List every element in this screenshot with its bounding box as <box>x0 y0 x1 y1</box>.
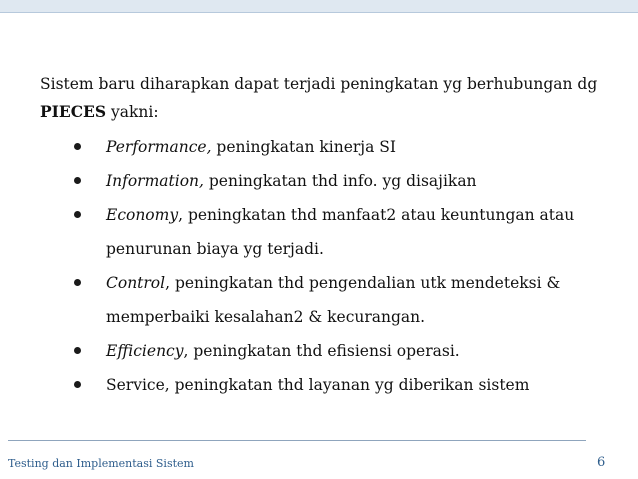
top-divider <box>0 12 638 13</box>
item-term: Efficiency <box>106 342 184 360</box>
list-item-control <box>40 266 620 334</box>
item-text: peningkatan thd info. yg disajikan <box>203 172 477 190</box>
item-term: Performance, <box>106 138 212 156</box>
bullet-icon <box>74 279 81 286</box>
footer-title: Testing dan Implementasi Sistem <box>8 457 194 470</box>
intro-line-1: Sistem baru diharapkan dapat terjadi peningkatan yg berhubungan dg <box>40 75 598 93</box>
pieces-term: PIECES <box>40 102 107 121</box>
item-text: , peningkatan thd pengendalian utk mendeteksi & memperbaiki kesalahan2 & kecurangan. <box>106 274 561 326</box>
item-term: Economy <box>106 206 179 224</box>
item-text: , peningkatan thd manfaat2 atau keuntungan atau penurunan biaya yg terjadi. <box>106 206 575 258</box>
list-item-service <box>40 368 620 402</box>
item-term: Information, <box>106 172 204 190</box>
pieces-list <box>40 130 620 402</box>
bullet-icon <box>74 211 81 218</box>
bullet-icon <box>74 143 81 150</box>
slide-body <box>40 70 620 402</box>
intro-paragraph <box>40 70 620 126</box>
list-item-efficiency <box>40 334 620 368</box>
item-text: Service, peningkatan thd layanan yg diberikan sistem <box>106 376 530 394</box>
list-item-performance <box>40 130 620 164</box>
list-item-information <box>40 164 620 198</box>
bullet-icon <box>74 177 81 184</box>
item-text: peningkatan kinerja SI <box>211 138 397 156</box>
item-term: Control <box>106 274 166 292</box>
bullet-icon <box>74 347 81 354</box>
bullet-icon <box>74 381 81 388</box>
footer-divider <box>8 440 586 441</box>
page-number: 6 <box>597 455 606 470</box>
intro-line-2: yakni: <box>106 103 159 121</box>
list-item-economy <box>40 198 620 266</box>
item-text: , peningkatan thd efisiensi operasi. <box>183 342 460 360</box>
